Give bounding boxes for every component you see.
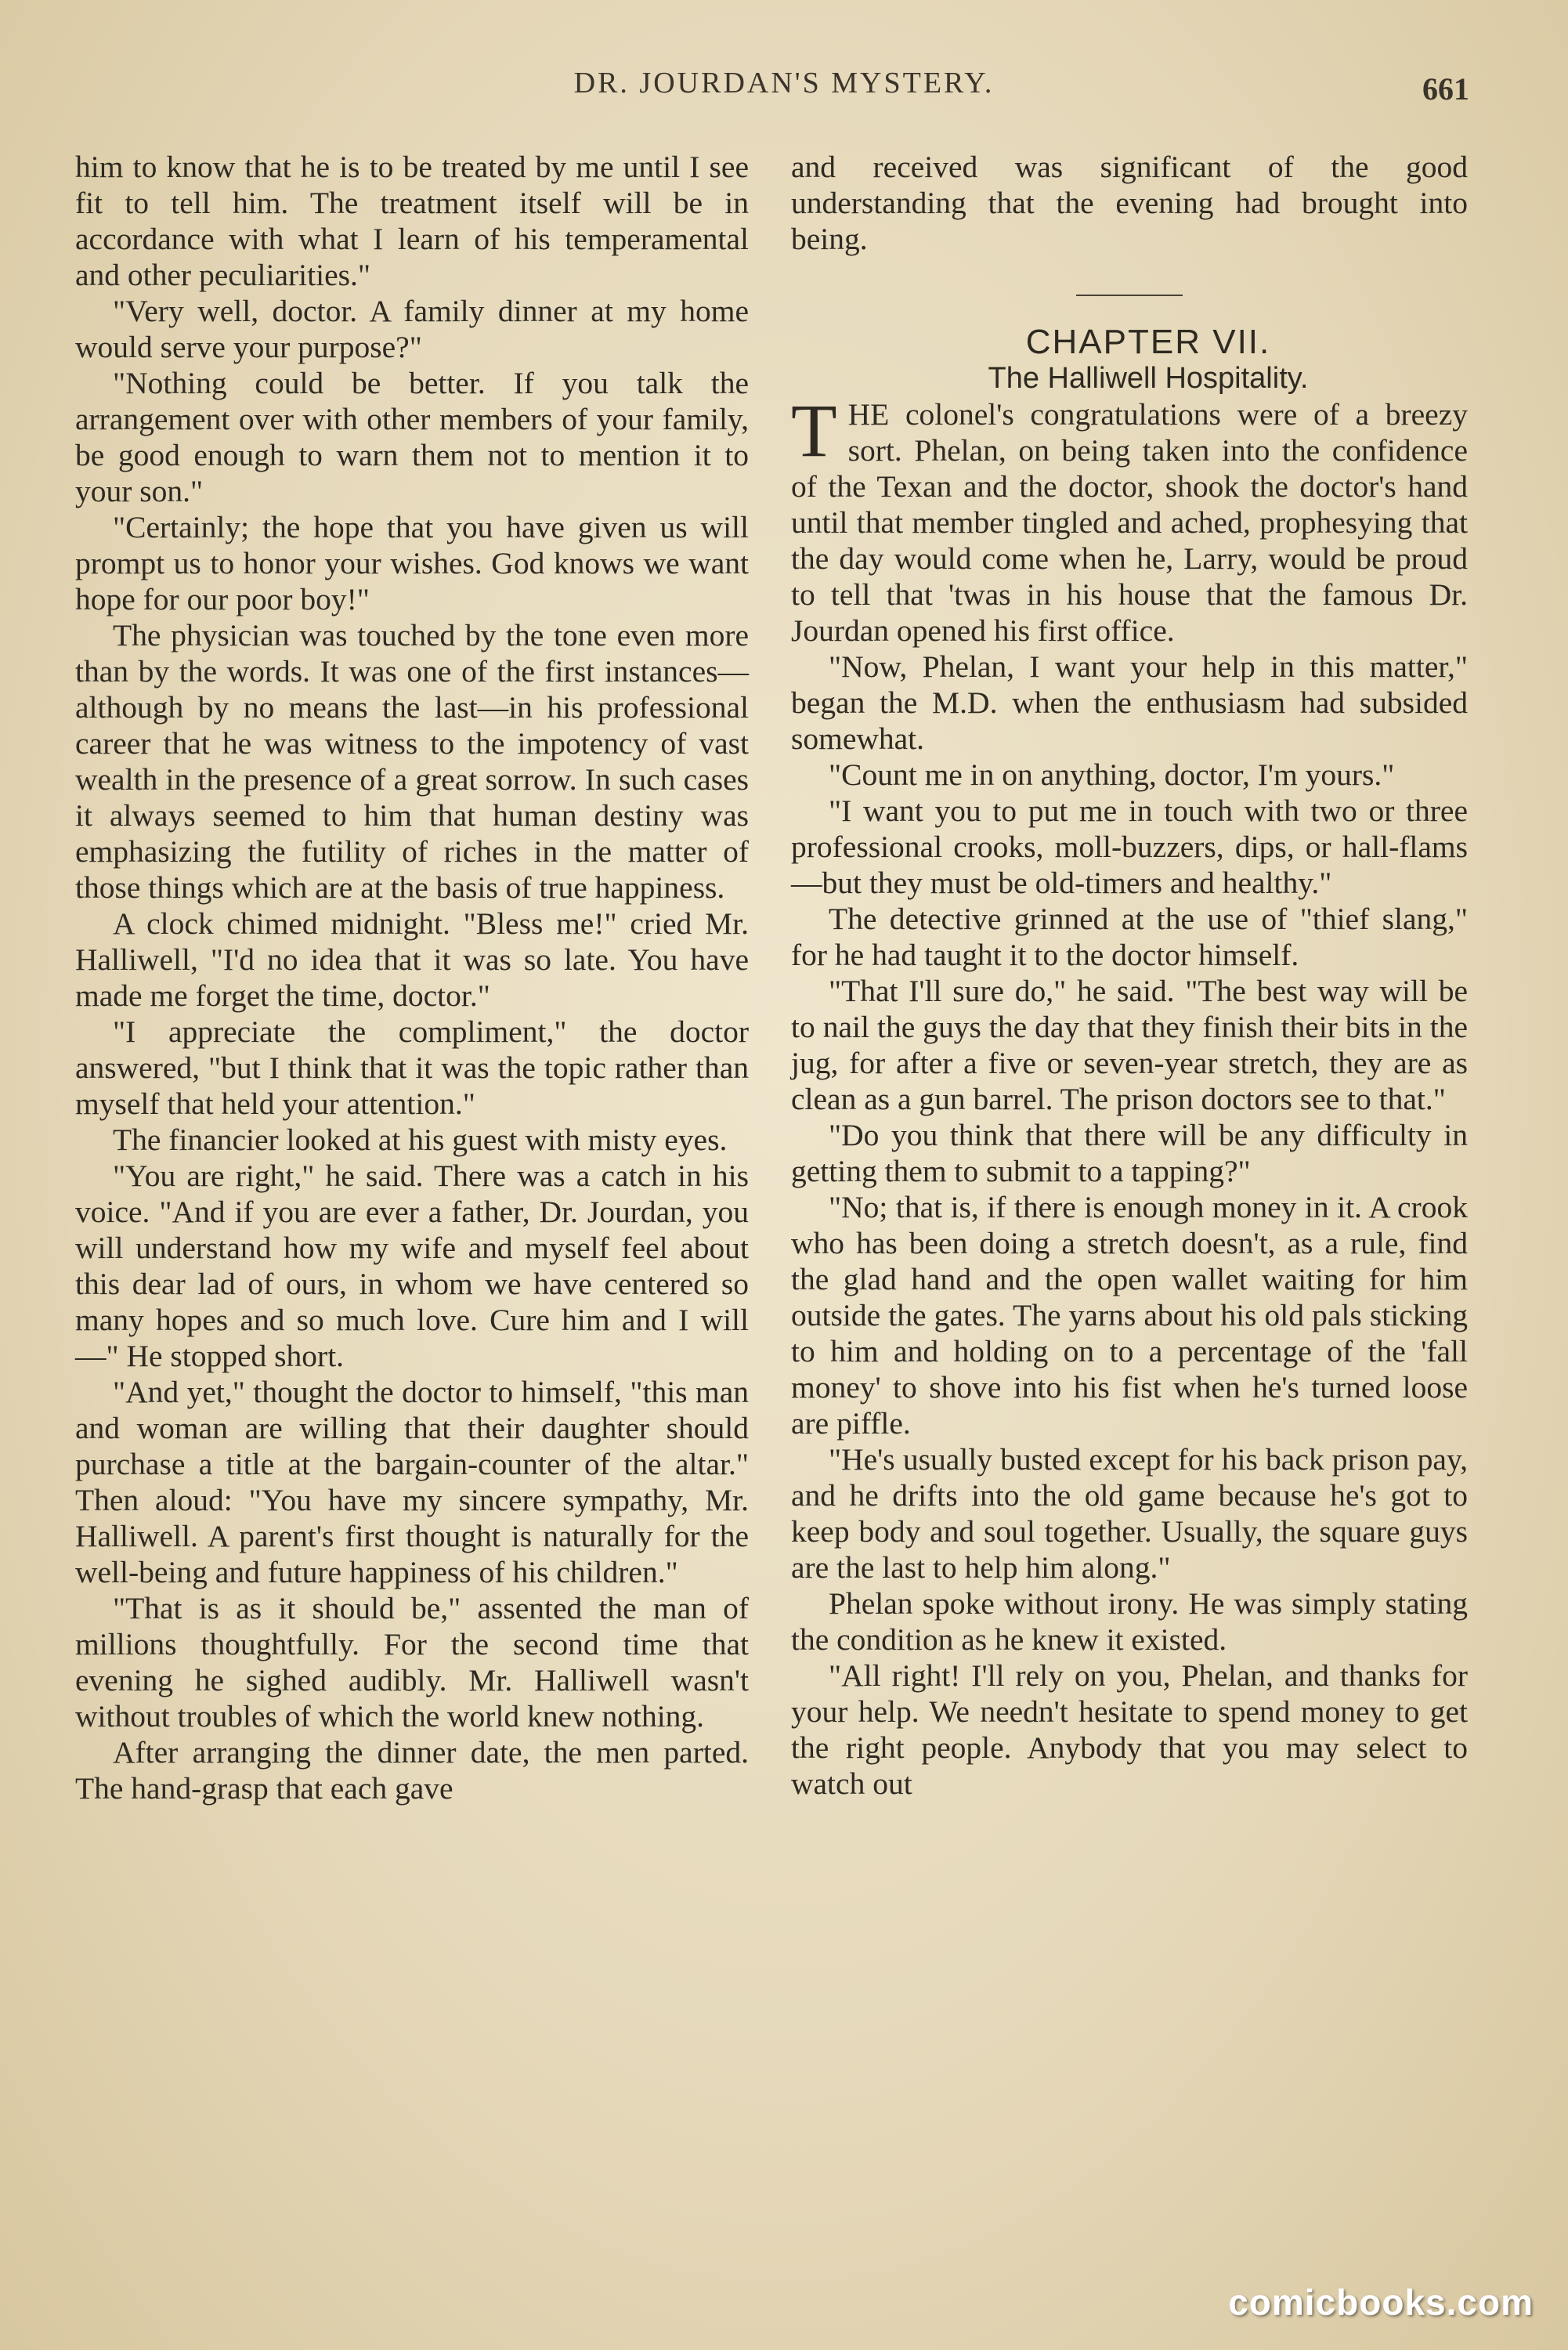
paragraph: After arranging the dinner date, the men parted. The hand-grasp that each gave bbox=[75, 1735, 749, 1806]
paragraph: "He's usually busted except for his back prison pay, and he drifts into the old game because he's got to keep body and soul together. Usually, the square guys are the last to help him along." bbox=[791, 1442, 1468, 1585]
drop-cap: T bbox=[791, 389, 837, 472]
paragraph: "Certainly; the hope that you have given us will prompt us to honor your wishes. God knows we want hope for our poor boy!" bbox=[75, 510, 749, 616]
paragraph: "All right! I'll rely on you, Phelan, and thanks for your help. We needn't hesitate to spend money to get the right people. Anybody that you may select to watch out bbox=[791, 1658, 1468, 1801]
paragraph: The physician was touched by the tone even more than by the words. It was one of the first instances—although by no means the last—in his professional career that he was witness to the impotency of vast wealth in the presence of a great sorrow. In such cases it always seemed to him that human destiny was emphasizing the futility of riches in the matter of those things which are at the basis of true happiness. bbox=[75, 618, 749, 905]
chapter-opening-paragraph bbox=[791, 389, 1468, 649]
paragraph: "Count me in on anything, doctor, I'm yours." bbox=[829, 757, 1395, 792]
chapter-title: CHAPTER VII. bbox=[1025, 323, 1271, 361]
paragraph: Phelan spoke without irony. He was simply stating the condition as he knew it existed. bbox=[791, 1586, 1468, 1657]
paragraph: A clock chimed midnight. "Bless me!" cried Mr. Halliwell, "I'd no idea that it was so late. You have made me forget the time, doctor." bbox=[75, 906, 749, 1013]
paragraph: The financier looked at his guest with misty eyes. bbox=[113, 1123, 728, 1157]
paragraph: "You are right," he said. There was a catch in his voice. "And if you are ever a father, Dr. Jourdan, you will understand how my wife and myself feel about this dear lad of ours, in whom we have centered so many hopes and so much love. Cure him and I will—" He stopped short. bbox=[75, 1159, 749, 1373]
section-divider bbox=[1076, 295, 1183, 296]
paragraph: "Do you think that there will be any difficulty in getting them to submit to a tapping?" bbox=[791, 1118, 1468, 1188]
page-number: 661 bbox=[1422, 71, 1469, 107]
site-watermark: comicbooks.com bbox=[1228, 2282, 1534, 2323]
left-column bbox=[75, 149, 749, 1806]
opening-text: HE colonel's congratulations were of a breezy sort. Phelan, on being taken into the confidence of the Texan and the doctor, shook the doctor's hand until that member tingled and ached, prophesying that the day would come when he, Larry, would be proud to tell that 'twas in his house that the famous Dr. Jourdan opened his first office. bbox=[791, 397, 1468, 648]
chapter-subtitle: The Halliwell Hospitality. bbox=[988, 362, 1309, 395]
paragraph: "Nothing could be better. If you talk the arrangement over with other members of your family, be good enough to warn them not to mention it to your son." bbox=[75, 366, 749, 508]
paragraph: "Very well, doctor. A family dinner at my home would serve your purpose?" bbox=[75, 294, 749, 364]
paragraph: him to know that he is to be treated by me until I see fit to tell him. The treatment itself will be in accordance with what I learn of his temperamental and other peculiarities." bbox=[75, 150, 749, 292]
paragraph: The detective grinned at the use of "thief slang," for he had taught it to the doctor himself. bbox=[791, 902, 1468, 972]
paragraph: and received was significant of the good understanding that the evening had brought into being. bbox=[791, 150, 1468, 256]
paragraph: "That is as it should be," assented the man of millions thoughtfully. For the second time that evening he sighed audibly. Mr. Halliwell wasn't without troubles of which the world knew nothing. bbox=[75, 1591, 749, 1734]
paragraph: "I appreciate the compliment," the doctor answered, "but I think that it was the topic rather than myself that held your attention." bbox=[75, 1014, 749, 1121]
paragraph: "That I'll sure do," he said. "The best way will be to nail the guys the day that they finish their bits in the jug, for after a five or seven-year stretch, they are as clean as a gun barrel. The prison doctors see to that." bbox=[791, 974, 1468, 1116]
paragraph: "No; that is, if there is enough money in it. A crook who has been doing a stretch doesn't, as a rule, find the glad hand and the open wallet waiting for him outside the gates. The yarns about his old pals sticking to him and holding on to a percentage of the 'fall money' to shove into his fist when he's turned loose are piffle. bbox=[791, 1190, 1468, 1441]
paragraph: "And yet," thought the doctor to himself, "this man and woman are willing that their daughter should purchase a title at the bargain-counter of the altar." Then aloud: "You have my sincere sympathy, Mr. Halliwell. A parent's first thought is naturally for the well-being and future happiness of his children." bbox=[75, 1375, 749, 1589]
page-header-title: DR. JOURDAN'S MYSTERY. bbox=[573, 67, 995, 99]
right-column bbox=[791, 149, 1468, 1802]
paragraph: "I want you to put me in touch with two or three professional crooks, moll-buzzers, dips, or hall-flams—but they must be old-timers and healthy." bbox=[791, 794, 1468, 900]
paragraph: "Now, Phelan, I want your help in this matter," began the M.D. when the enthusiasm had subsided somewhat. bbox=[791, 649, 1468, 756]
